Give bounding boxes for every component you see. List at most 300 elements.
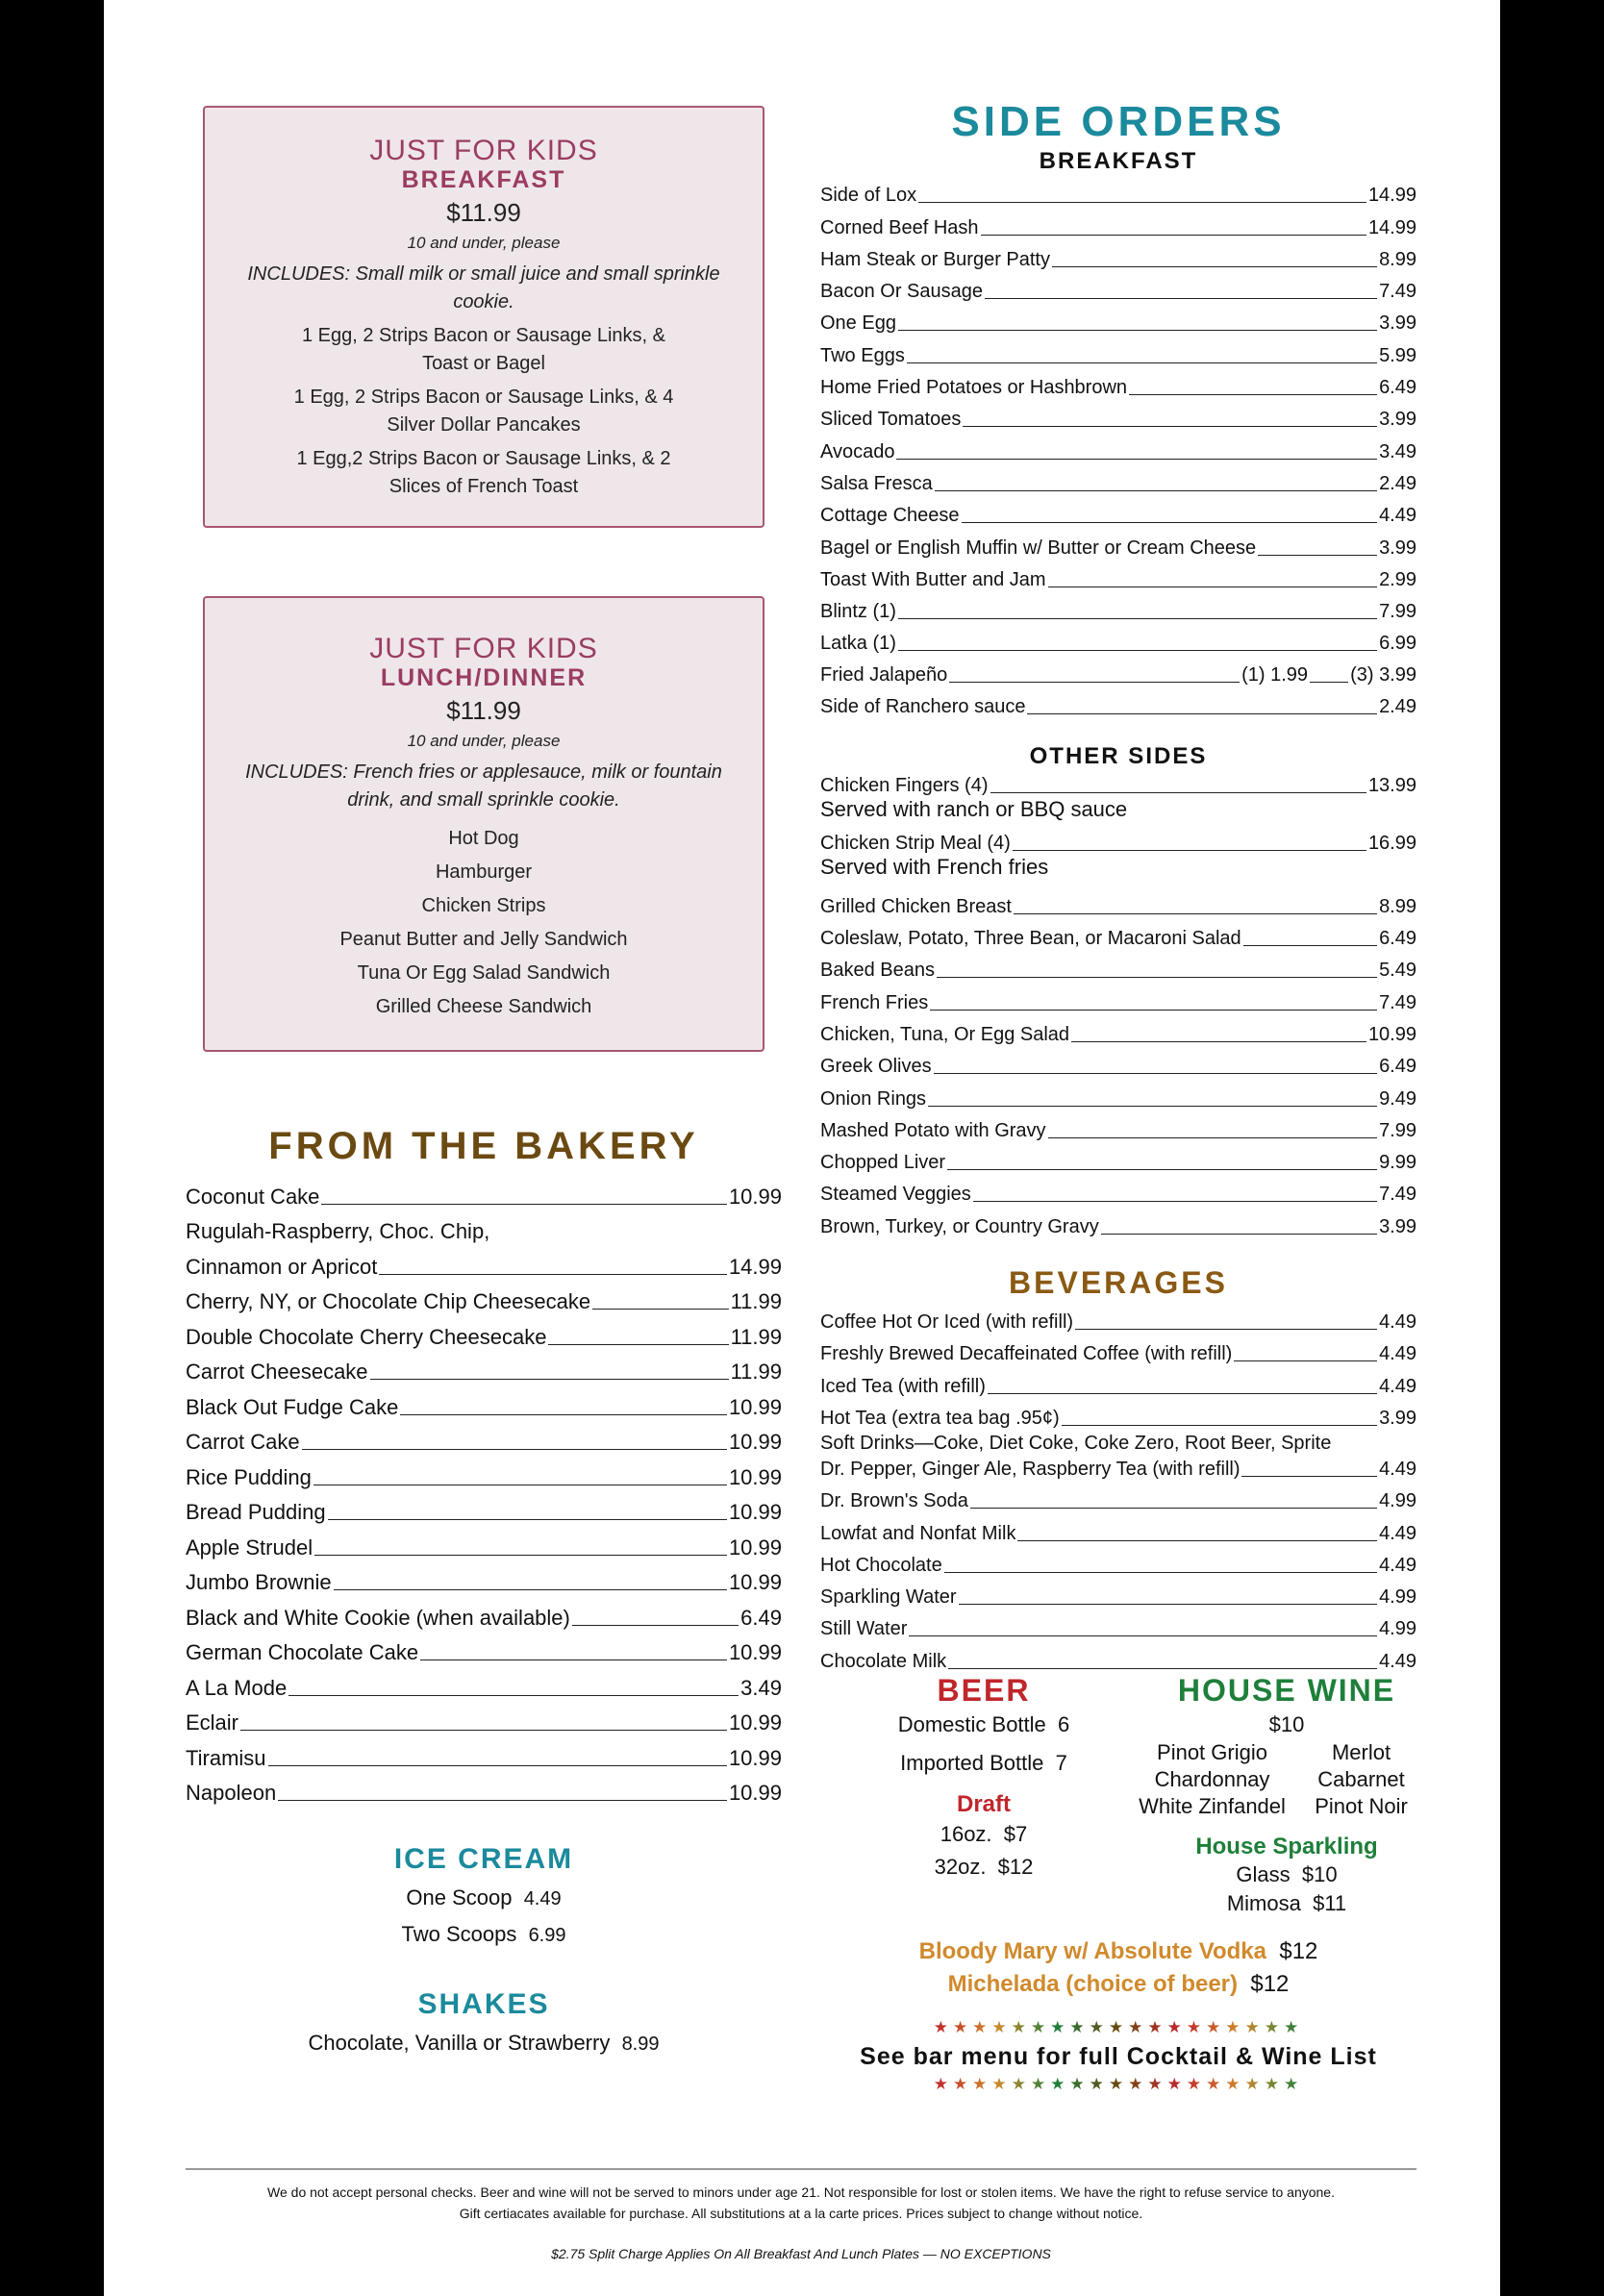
menu-row: [186, 1280, 782, 1315]
beer-imported-price: 7: [1055, 1751, 1067, 1775]
menu-row: [820, 303, 1416, 335]
leader-line: [1075, 1329, 1377, 1330]
leader-line: [988, 1393, 1377, 1394]
leader-line: [288, 1695, 739, 1696]
leader-line: [1013, 850, 1366, 851]
mimosa-price: $11: [1313, 1891, 1347, 1915]
item-price: 10.99: [728, 1394, 782, 1419]
kids-lunch-includes: INCLUDES: French fries or applesauce, milk or fountain drink, and small sprinkle cookie.: [245, 761, 722, 811]
leader-line: [1052, 266, 1377, 267]
star-row: ★★★★★★★★★★★★★★★★★★★: [933, 2018, 1304, 2036]
ice-cream-title: ICE CREAM: [393, 1843, 574, 1875]
bar-menu-note: See bar menu for full Cocktail & Wine List: [860, 2043, 1377, 2070]
leader-line: [1014, 913, 1377, 914]
draft-32-price: $12: [997, 1855, 1034, 1879]
split-charge-note: $2.75 Split Charge Applies On All Breakfast And Lunch Plates — NO EXCEPTIONS: [551, 2246, 1051, 2261]
item-name: Avocado: [820, 440, 895, 462]
beer-domestic: [864, 1712, 1104, 1737]
sparkling-glass: [1138, 1862, 1436, 1887]
draft-32-size: 32oz.: [934, 1855, 987, 1879]
item-price: 4.49: [1379, 1554, 1416, 1576]
ice-cream-item-name: Two Scoops: [401, 1922, 517, 1946]
shakes-section: [186, 1988, 782, 2056]
item-price: 6.49: [1379, 1056, 1416, 1078]
item-name: Blintz (1): [820, 601, 896, 623]
item-price: 10.99: [728, 1184, 782, 1209]
beverages-list-a: [820, 1302, 1416, 1430]
menu-row: [186, 1490, 782, 1526]
item-price: 4.49: [1379, 1650, 1416, 1672]
item-name: Cherry, NY, or Chocolate Chip Cheesecake: [186, 1289, 591, 1313]
item-name: French Fries: [820, 991, 929, 1013]
item-name: Rice Pudding: [186, 1464, 312, 1489]
item-name: Sliced Tomatoes: [820, 409, 962, 431]
item-name: Black Out Fudge Cake: [186, 1394, 399, 1419]
item-price: 3.99: [1379, 1407, 1416, 1429]
item-price: 4.99: [1379, 1618, 1416, 1640]
item-price: 11.99: [730, 1289, 782, 1313]
menu-row: [820, 399, 1416, 431]
kids-breakfast-includes: INCLUDES: Small milk or small juice and small sprinkle cookie.: [247, 263, 720, 312]
item-price: 6.49: [740, 1605, 782, 1630]
footer-line: We do not accept personal checks. Beer and wine will not be served to minors under age 21. Not responsible for lost or stolen items. We have the right to refuse service to anyone.: [267, 2184, 1335, 2200]
cocktail-name: Michelada (choice of beer): [947, 1971, 1238, 1997]
item-price: 14.99: [1367, 216, 1416, 238]
item-name: Bacon Or Sausage: [820, 281, 983, 303]
item-name: Toast With Butter and Jam: [820, 568, 1046, 590]
shake-item: [186, 2031, 782, 2056]
menu-row: [820, 1142, 1416, 1174]
item-name: Tiramisu: [186, 1745, 266, 1770]
cocktail-price: $12: [1279, 1938, 1318, 1964]
item-price: 7.49: [1379, 281, 1416, 303]
item-price: 4.99: [1379, 1490, 1416, 1512]
side-price: 13.99: [1367, 775, 1416, 797]
shake-item-price: 8.99: [621, 2034, 660, 2055]
item-name: Corned Beef Hash: [820, 216, 979, 238]
breakfast-sides-title: BREAKFAST: [1039, 148, 1198, 174]
item-name: Carrot Cake: [186, 1430, 300, 1454]
cocktails-section: [820, 1935, 1416, 2094]
bakery-list: [186, 1174, 782, 1806]
leader-line: [1101, 1234, 1377, 1235]
item-name: Two Eggs: [820, 344, 905, 366]
menu-row: [820, 1365, 1416, 1397]
menu-row: [820, 495, 1416, 527]
item-name: One Egg: [820, 312, 896, 335]
side-row: [820, 828, 1416, 855]
leader-line: [268, 1765, 727, 1766]
kids-lunch-subtitle: LUNCH/DINNER: [380, 664, 588, 691]
item-price: 10.99: [728, 1464, 782, 1489]
mimosa: [1138, 1891, 1436, 1916]
wine-title: HOUSE WINE: [1177, 1673, 1396, 1708]
leader-line: [1258, 555, 1377, 556]
sparkling-title: House Sparkling: [1195, 1834, 1378, 1859]
item-price: 14.99: [728, 1254, 782, 1279]
beer-domestic-price: 6: [1058, 1712, 1070, 1736]
item-name: Chicken, Tuna, Or Egg Salad: [820, 1023, 1070, 1045]
menu-row: [820, 1545, 1416, 1577]
menu-row: [820, 1640, 1416, 1672]
item-price: 11.99: [730, 1324, 782, 1349]
item-price: 11.99: [730, 1360, 782, 1384]
menu-row: [820, 1014, 1416, 1046]
item-name: Hot Chocolate: [820, 1554, 942, 1576]
item-name: Coffee Hot Or Iced (with refill): [820, 1311, 1074, 1334]
ice-cream-item: [186, 1922, 782, 1947]
menu-row: [186, 1420, 782, 1456]
leader-line: [400, 1414, 727, 1415]
kids-lunch-item: Chicken Strips: [421, 895, 546, 916]
item-price: 7.49: [1379, 991, 1416, 1013]
leader-line: [937, 977, 1377, 978]
menu-row: [186, 1665, 782, 1701]
item-price: 6.99: [1379, 633, 1416, 655]
bakery-section: [186, 1125, 782, 1806]
star-row: ★★★★★★★★★★★★★★★★★★★: [933, 2075, 1304, 2093]
wine-item: White Zinfandel: [1139, 1794, 1286, 1818]
menu-row: [820, 271, 1416, 303]
menu-row: [186, 1314, 782, 1350]
item-name: Iced Tea (with refill): [820, 1375, 986, 1397]
menu-row: [186, 1525, 782, 1560]
soft-drinks-line: Soft Drinks—Coke, Diet Coke, Coke Zero, Root Beer, Sprite: [820, 1432, 1332, 1454]
sparkling-glass-price: $10: [1301, 1862, 1338, 1886]
leader-line: [898, 618, 1377, 619]
item-price: 7.99: [1379, 601, 1416, 623]
menu-row: [820, 1078, 1416, 1110]
menu-row: [820, 1111, 1416, 1142]
leader-line: [1027, 713, 1377, 714]
leader-line: [314, 1555, 727, 1556]
item-price: 7.99: [1379, 1119, 1416, 1141]
kids-lunch-item: Peanut Butter and Jelly Sandwich: [339, 929, 628, 950]
beverages-title: BEVERAGES: [1009, 1264, 1228, 1300]
leader-line: [962, 522, 1378, 523]
beer-title: BEER: [937, 1673, 1031, 1708]
item-name: Black and White Cookie (when available): [186, 1605, 570, 1630]
leader-line: [970, 1508, 1377, 1509]
wine-item: Pinot Noir: [1315, 1794, 1408, 1818]
item-name: Lowfat and Nonfat Milk: [820, 1522, 1016, 1544]
kids-lunch-box: [203, 596, 764, 1052]
item-price: 14.99: [1367, 185, 1416, 207]
side-price: 2.49: [1379, 696, 1416, 718]
leader-line: [935, 490, 1377, 491]
leader-line: [1071, 1041, 1366, 1042]
bakery-title: FROM THE BAKERY: [268, 1125, 699, 1167]
item-price: 2.49: [1379, 472, 1416, 494]
other-sides-list: [820, 886, 1416, 1237]
side-price-triple: (3) 3.99: [1350, 664, 1416, 686]
leader-line: [944, 1572, 1377, 1573]
kids-lunch-title: JUST FOR KIDS: [369, 633, 598, 664]
cocktail-michelada: [820, 1968, 1416, 2001]
side-orders-title: SIDE ORDERS: [951, 98, 1286, 145]
menu-row: [820, 335, 1416, 366]
item-name: Coconut Cake: [186, 1184, 320, 1209]
item-name: Hot Tea (extra tea bag .95¢): [820, 1407, 1060, 1429]
leader-line: [934, 1073, 1377, 1074]
ice-cream-item-price: 4.49: [523, 1888, 562, 1909]
menu-row: [820, 1512, 1416, 1544]
item-price: 3.99: [1379, 312, 1416, 335]
menu-row: [186, 1210, 782, 1245]
menu-row: [820, 560, 1416, 591]
item-price: 4.49: [1379, 505, 1416, 527]
leader-line: [1243, 945, 1377, 946]
leader-line: [548, 1344, 728, 1345]
menu-row: [820, 431, 1416, 462]
breakfast-sides-list: [820, 175, 1416, 655]
item-price: 10.99: [728, 1570, 782, 1594]
item-name: Chocolate Milk: [820, 1650, 947, 1672]
leader-line: [592, 1309, 729, 1310]
leader-line: [302, 1449, 727, 1450]
side-price: 16.99: [1367, 833, 1416, 855]
beer-section: [864, 1673, 1104, 1880]
leader-line: [947, 1169, 1377, 1170]
item-price: 10.99: [728, 1781, 782, 1805]
menu-row: [186, 1631, 782, 1666]
bev-price: 4.49: [1379, 1458, 1416, 1480]
item-price: 4.49: [1379, 1375, 1416, 1397]
menu-row: [820, 1046, 1416, 1078]
item-price: 9.99: [1379, 1152, 1416, 1174]
shake-item-name: Chocolate, Vanilla or Strawberry: [308, 2031, 611, 2055]
kids-breakfast-title: JUST FOR KIDS: [369, 135, 598, 166]
item-price: 5.49: [1379, 960, 1416, 982]
item-name: Apple Strudel: [186, 1535, 313, 1560]
item-price: 4.99: [1379, 1586, 1416, 1609]
kids-breakfast-price: $11.99: [446, 198, 521, 227]
menu-row: [820, 1174, 1416, 1206]
item-name: Bread Pudding: [186, 1500, 326, 1524]
item-price: 3.99: [1379, 1215, 1416, 1237]
leader-line: [948, 1668, 1377, 1669]
draft-16-price: $7: [1003, 1822, 1028, 1846]
side-description: Served with ranch or BBQ sauce: [820, 797, 1128, 822]
item-name: Rugulah-Raspberry, Choc. Chip,: [186, 1219, 490, 1243]
item-name: Coleslaw, Potato, Three Bean, or Macaroni Salad: [820, 928, 1241, 950]
item-name: Brown, Turkey, or Country Gravy: [820, 1215, 1099, 1237]
menu-row: [186, 1244, 782, 1280]
kids-lunch-price: $11.99: [446, 696, 521, 725]
item-price: 3.49: [740, 1675, 782, 1700]
item-name: Cinnamon or Apricot: [186, 1254, 378, 1279]
item-price: 4.49: [1379, 1343, 1416, 1365]
leader-line: [973, 1201, 1377, 1202]
leader-line: [898, 330, 1377, 331]
wine-item: Cabarnet: [1317, 1767, 1405, 1791]
cocktail-price: $12: [1250, 1971, 1290, 1997]
leader-line: [1048, 1137, 1378, 1138]
item-name: Double Chocolate Cherry Cheesecake: [186, 1324, 547, 1349]
draft-title: Draft: [956, 1791, 1011, 1817]
leader-line: [907, 362, 1377, 363]
menu-row: [820, 527, 1416, 559]
leader-line: [321, 1204, 727, 1205]
menu-row: [820, 1334, 1416, 1365]
leader-line: [896, 459, 1377, 460]
item-name: Baked Beans: [820, 960, 935, 982]
menu-row: [186, 1385, 782, 1420]
side-row: [820, 686, 1416, 718]
menu-row: [820, 207, 1416, 238]
leader-line: [1048, 586, 1378, 587]
menu-row: [820, 918, 1416, 950]
item-name: Home Fried Potatoes or Hashbrown: [820, 377, 1128, 399]
item-name: Ham Steak or Burger Patty: [820, 248, 1050, 270]
side-name: Side of Ranchero sauce: [820, 696, 1026, 718]
ice-cream-item-name: One Scoop: [406, 1885, 513, 1909]
menu-row: [186, 1735, 782, 1771]
menu-row: [186, 1455, 782, 1490]
kids-lunch-item: Grilled Cheese Sandwich: [375, 996, 592, 1017]
item-price: 3.99: [1379, 537, 1416, 559]
wine-list: [1138, 1739, 1436, 1820]
cocktail-bloody-mary: [820, 1935, 1416, 1968]
leader-line: [918, 202, 1366, 203]
kids-breakfast-note: 10 and under, please: [407, 234, 561, 252]
menu-row: [820, 886, 1416, 917]
wine-item: Pinot Grigio: [1157, 1740, 1267, 1764]
kids-lunch-item: Hot Dog: [448, 828, 519, 849]
leader-line: [1017, 1540, 1377, 1541]
item-price: 2.99: [1379, 568, 1416, 590]
leader-line: [928, 1106, 1377, 1107]
menu-row: [186, 1595, 782, 1631]
kids-breakfast-item: 1 Egg,2 Strips Bacon or Sausage Links, & 2 Slices of French Toast: [296, 448, 671, 497]
leader-line: [1129, 394, 1377, 395]
sparkling-glass-label: Glass: [1236, 1862, 1291, 1886]
menu-row: [186, 1174, 782, 1210]
item-name: A La Mode: [186, 1675, 288, 1700]
leader-line: [1062, 1425, 1377, 1426]
menu-row: [820, 1609, 1416, 1640]
item-name: Mashed Potato with Gravy: [820, 1119, 1046, 1141]
item-name: Jumbo Brownie: [186, 1570, 332, 1594]
menu-row: [186, 1350, 782, 1385]
item-price: 10.99: [728, 1710, 782, 1734]
item-price: 4.49: [1379, 1522, 1416, 1544]
item-price: 10.99: [728, 1640, 782, 1664]
leader-line: [898, 650, 1377, 651]
stars-divider: [820, 2018, 1416, 2037]
menu-row: [820, 1398, 1416, 1430]
leader-line: [1234, 1360, 1377, 1361]
footer: [186, 2168, 1416, 2264]
item-name: Side of Lox: [820, 185, 917, 207]
cocktail-name: Bloody Mary w/ Absolute Vodka: [918, 1938, 1266, 1964]
item-name: Freshly Brewed Decaffeinated Coffee (with refill): [820, 1343, 1233, 1365]
item-price: 6.49: [1379, 377, 1416, 399]
item-price: 10.99: [728, 1500, 782, 1524]
item-price: 7.49: [1379, 1184, 1416, 1206]
draft-32: [864, 1855, 1104, 1880]
leader-line: [1310, 682, 1348, 683]
mimosa-label: Mimosa: [1226, 1891, 1301, 1915]
other-sides-title: OTHER SIDES: [1029, 743, 1208, 770]
shakes-title: SHAKES: [417, 1988, 550, 2020]
stars-divider: [820, 2075, 1416, 2094]
ice-cream-section: [186, 1843, 782, 1947]
side-name: Chicken Fingers (4): [820, 775, 989, 797]
item-price: 6.49: [1379, 928, 1416, 950]
menu-row: [820, 239, 1416, 271]
item-name: Steamed Veggies: [820, 1184, 971, 1206]
leader-line: [334, 1589, 727, 1590]
item-name: Greek Olives: [820, 1056, 932, 1078]
wine-item: Merlot: [1331, 1740, 1391, 1764]
kids-breakfast-item: 1 Egg, 2 Strips Bacon or Sausage Links, & 4 Silver Dollar Pancakes: [293, 387, 674, 436]
menu-row: [820, 463, 1416, 495]
kids-lunch-item: Hamburger: [435, 861, 533, 883]
item-name: Still Water: [820, 1618, 908, 1640]
kids-lunch-note: 10 and under, please: [407, 732, 561, 750]
item-price: 10.99: [728, 1430, 782, 1454]
item-name: Cottage Cheese: [820, 505, 960, 527]
leader-line: [1241, 1476, 1377, 1477]
item-name: Eclair: [186, 1710, 239, 1734]
item-price: 10.99: [1367, 1023, 1416, 1045]
menu-row: [820, 950, 1416, 982]
side-orders-section: [820, 96, 1416, 1673]
menu-row: [820, 591, 1416, 623]
side-name: Chicken Strip Meal (4): [820, 833, 1011, 855]
item-name: Grilled Chicken Breast: [820, 895, 1012, 917]
side-description: Served with French fries: [820, 855, 1049, 880]
menu-row: [820, 1302, 1416, 1334]
leader-line: [328, 1519, 727, 1520]
side-name: Fried Jalapeño: [820, 664, 948, 686]
wine-price: $10: [1268, 1712, 1305, 1736]
beer-domestic-name: Domestic Bottle: [897, 1712, 1046, 1736]
item-name: Chopped Liver: [820, 1152, 946, 1174]
menu-row: [820, 982, 1416, 1013]
leader-line: [990, 792, 1366, 793]
item-price: 4.49: [1379, 1311, 1416, 1334]
bev-name: Dr. Pepper, Ginger Ale, Raspberry Tea (with refill): [820, 1458, 1241, 1480]
item-name: Dr. Brown's Soda: [820, 1490, 968, 1512]
kids-breakfast-item: 1 Egg, 2 Strips Bacon or Sausage Links, & Toast or Bagel: [302, 325, 665, 374]
item-price: 3.49: [1379, 440, 1416, 462]
kids-lunch-item: Tuna Or Egg Salad Sandwich: [357, 962, 611, 984]
leader-line: [985, 298, 1377, 299]
side-row-jalapeno: [820, 655, 1416, 686]
item-price: 8.99: [1379, 248, 1416, 270]
leader-line: [240, 1730, 727, 1731]
item-price: 10.99: [728, 1535, 782, 1560]
footer-line: Gift certiacates available for purchase. All substitutions at a la carte prices. Prices subject to change without notice.: [459, 2206, 1143, 2221]
item-price: 5.99: [1379, 344, 1416, 366]
bev-row: [820, 1457, 1416, 1481]
beer-imported-name: Imported Bottle: [900, 1751, 1044, 1775]
item-name: Sparkling Water: [820, 1586, 957, 1609]
menu-row: [820, 367, 1416, 399]
menu-row: [820, 623, 1416, 655]
item-name: Carrot Cheesecake: [186, 1360, 368, 1384]
menu-row: [186, 1771, 782, 1807]
item-price: 9.49: [1379, 1087, 1416, 1110]
item-name: Latka (1): [820, 633, 896, 655]
ice-cream-item-price: 6.99: [528, 1925, 566, 1946]
leader-line: [949, 682, 1240, 683]
leader-line: [959, 1604, 1378, 1605]
leader-line: [981, 235, 1366, 236]
kids-breakfast-box: [203, 106, 764, 528]
